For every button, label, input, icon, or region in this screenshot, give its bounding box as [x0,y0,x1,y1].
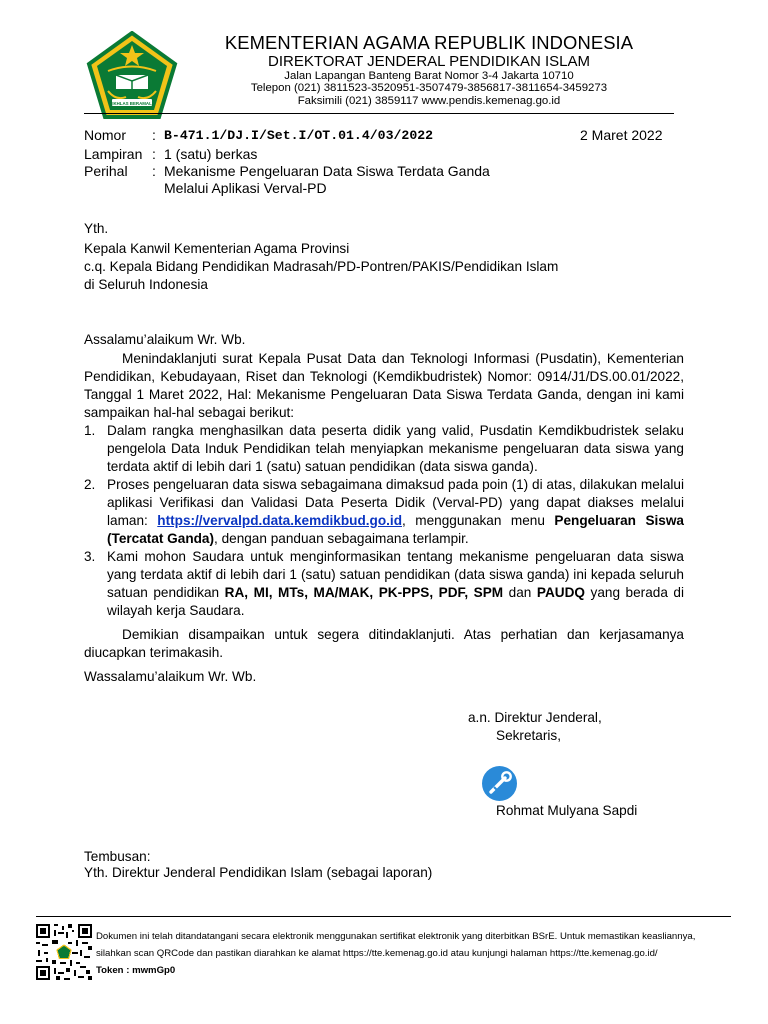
item3-line2: yang terdata aktif di lebih dari 1 (satu) satuan pendidikan (data siswa ganda) ini kepada seluruh [107,567,684,582]
item2-menu-suffix: (Tercatat Ganda) [107,531,215,546]
lampiran-label: Lampiran [84,146,143,162]
perihal-line1: Mekanisme Pengeluaran Data Siswa Terdata Ganda [164,163,490,179]
item1-line1: Dalam rangka menghasilkan data peserta didik yang valid, Pusdatin Kemdikbudristek selaku [107,423,684,438]
vervalpd-link[interactable]: https://vervalpd.data.kemdikbud.go.id [157,513,403,528]
salutation: Wassalamu’alaikum Wr. Wb. [84,669,257,684]
letter-date: 2 Maret 2022 [580,127,663,143]
signature-on-behalf: a.n. Direktur Jenderal, [468,710,602,725]
item3-line1: Kami mohon Saudara untuk menginformasikan tentang mekanisme pengeluaran data siswa [107,549,684,564]
addressee-line3: di Seluruh Indonesia [84,277,208,292]
item2-guide-text: , dengan panduan sebagaimana terlampir. [214,531,469,546]
item2-laman-prefix: laman: [107,513,158,528]
closing-line2: diucapkan terimakasih. [84,645,224,660]
item3-line4: wilayah kerja Saudara. [107,603,245,618]
addressee-line1: Kepala Kanwil Kementerian Agama Provinsi [84,241,350,256]
footer-token: Token : mwmGp0 [96,965,176,976]
footer-verification-line1: Dokumen ini telah ditandatangani secara elektronik menggunakan sertifikat elektronik yang diterbitkan BSrE. Untuk memastikan keasliannya, [96,931,696,942]
item3-suffix: yang berada di [584,585,684,600]
item1-line2: pengelola Data Induk Pendidikan telah menyiapkan mekanisme pengeluaran data siswa yang [107,441,684,456]
intro-line-4: sampaikan hal-hal sebagai berikut: [84,405,295,420]
footer-divider [36,916,731,917]
item1-number: 1. [84,423,96,438]
directorate-name: DIREKTORAT JENDERAL PENDIDIKAN ISLAM [267,53,591,70]
item3-number: 3. [84,549,96,564]
item2-number: 2. [84,477,96,492]
perihal-label: Perihal [84,163,128,179]
letterhead-address: Jalan Lapangan Banteng Barat Nomor 3-4 Jakarta 10710 [284,70,574,82]
closing-line1: Demikian disampaikan untuk segera ditindaklanjuti. Atas perhatian dan kerjasamanya [122,627,684,642]
signature-position: Sekretaris, [496,728,561,743]
nomor-label: Nomor [84,127,127,143]
lampiran-value: 1 (satu) berkas [164,146,258,162]
intro-line-1: Menindaklanjuti surat Kepala Pusat Data dan Teknologi Informasi (Pusdatin), Kementerian [122,351,684,366]
item1-line3: terdata aktif di lebih dari 1 (satu) satuan pendidikan (data siswa ganda). [107,459,538,474]
greeting: Assalamu’alaikum Wr. Wb. [84,332,246,347]
item3-and: dan [503,585,537,600]
item3-units: RA, MI, MTs, MA/MAK, PK-PPS, PDF, SPM [224,585,504,600]
lampiran-colon: : [152,146,156,162]
nomor-value: B-471.1/DJ.I/Set.I/OT.01.4/03/2022 [164,128,434,143]
kemenag-logo [86,31,178,121]
letterhead-phone: Telepon (021) 3811523-3520951-3507479-3856817-3811654-3459273 [250,82,608,94]
letterhead-fax-web: Faksimili (021) 3859117 www.pendis.kemenag.go.id [297,95,561,107]
intro-line-2: Pendidikan, Kebudayaan, Riset dan Teknologi (Kemdikbudristek) Nomor: 0914/J1/DS.00.01/2022, [84,369,684,384]
addressee-line2: c.q. Kepala Bidang Pendidikan Madrasah/PD-Pontren/PAKIS/Pendidikan Islam [84,259,559,274]
item2-line4 [107,530,469,548]
item2-line2: aplikasi Verifikasi dan Validasi Data Peserta Didik (Verval-PD) yang dapat diakses melalui [107,495,684,510]
footer-verification-line2: silahkan scan QRCode dan pastikan diarahkan ke alamat https://tte.kemenag.go.id atau kunjungi halaman https://tte.kemenag.go.id/ [96,948,658,959]
tembusan-line: Yth. Direktur Jenderal Pendidikan Islam (sebagai laporan) [84,865,433,880]
nomor-colon: : [152,127,156,143]
item3-paudq: PAUDQ [536,585,585,600]
item2-menu-name: Pengeluaran Siswa [554,513,684,528]
item2-line3 [107,512,684,530]
ministry-name: KEMENTERIAN AGAMA REPUBLIK INDONESIA [224,32,634,53]
addressee-yth: Yth. [84,221,109,236]
perihal-line2: Melalui Aplikasi Verval-PD [164,180,327,196]
tembusan-label: Tembusan: [84,849,151,864]
item2-menu-intro: , menggunakan menu [402,513,555,528]
letterhead-divider [84,113,674,114]
item3-line3 [107,584,684,602]
perihal-colon: : [152,163,156,179]
signatory-name: Rohmat Mulyana Sapdi [496,803,638,818]
e-signature-icon [481,765,518,802]
item3-prefix: satuan pendidikan [107,585,225,600]
qr-code-icon[interactable] [36,924,92,980]
intro-line-3: Tanggal 1 Maret 2022, Hal: Mekanisme Pengeluaran Data Siswa Terdata Ganda, dengan ini kami [84,387,684,402]
logo-motto: IKHLAS BERAMAL [112,100,152,106]
item2-line1: Proses pengeluaran data siswa sebagaimana dimaksud pada poin (1) di atas, dilakukan melalui [107,477,684,492]
